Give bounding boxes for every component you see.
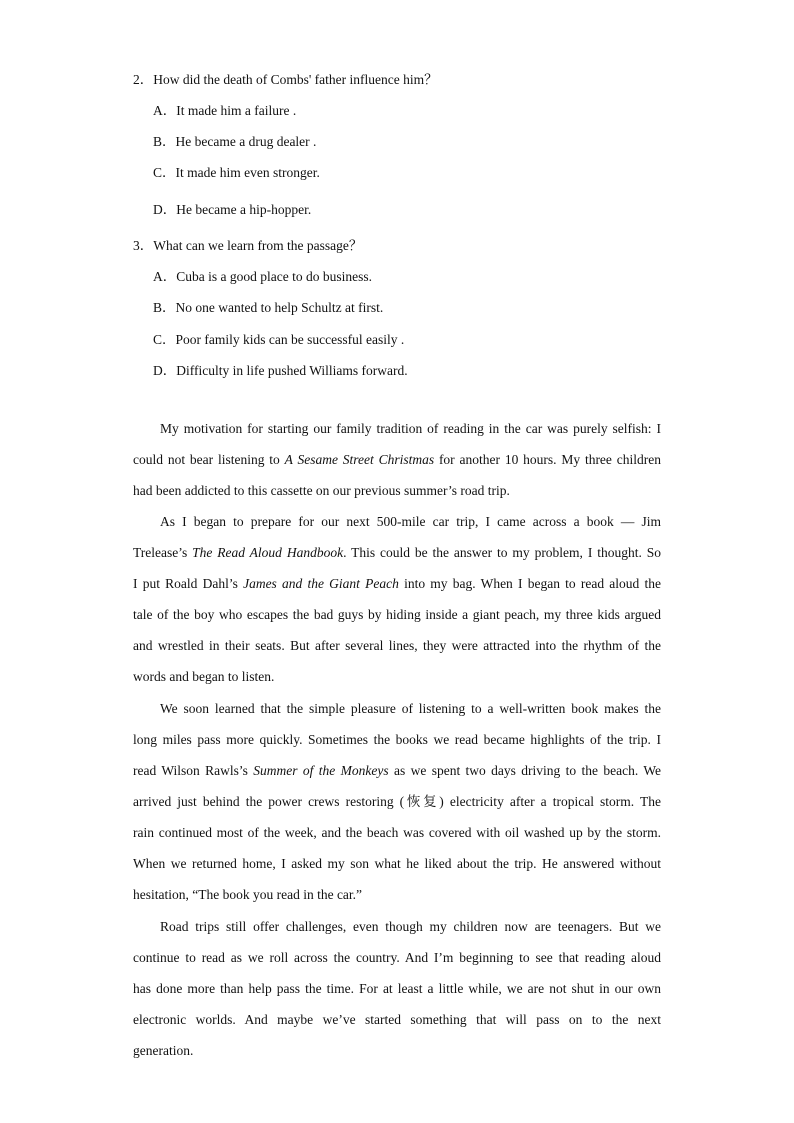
- p4-line-4: electronic worlds. And maybe we’ve started something that will pass on to the next: [133, 1012, 661, 1027]
- p4-line-1: Road trips still offer challenges, even though my children now are teenagers. But we: [160, 919, 661, 934]
- question-2-option-c: C．It made him even stronger.: [153, 165, 320, 180]
- book-title-sesame: A Sesame Street Christmas: [284, 452, 435, 467]
- passage-paragraph-2: [133, 506, 661, 692]
- question-2-option-d: D．He became a hip-hopper.: [153, 202, 312, 217]
- p2-line-1: As I began to prepare for our next 500-mile car trip, I came across a book — Jim: [160, 514, 661, 529]
- p1-line-2: could not bear listening to A Sesame Street Christmas for another 10 hours. My three children: [133, 452, 661, 467]
- p2-line-2: Trelease’s The Read Aloud Handbook. This could be the answer to my problem, I thought. So: [133, 545, 661, 560]
- p3-line-5: rain continued most of the week, and the beach was covered with oil washed up by the storm.: [133, 825, 661, 840]
- passage-paragraph-4: [133, 911, 661, 1066]
- question-3-option-b: B．No one wanted to help Schultz at first.: [153, 300, 384, 315]
- p2-line-3: I put Roald Dahl’s James and the Giant Peach into my bag. When I began to read aloud the: [133, 576, 661, 591]
- book-title-giant-peach: James and the Giant Peach: [243, 576, 399, 591]
- question-2-stem: 2．How did the death of Combs' father influence him？: [133, 72, 438, 87]
- question-2-option-b: B．He became a drug dealer .: [153, 134, 317, 149]
- book-title-monkeys: Summer of the Monkeys: [253, 763, 389, 778]
- question-2-option-a: A．It made him a failure .: [153, 103, 297, 118]
- p3-line-3: read Wilson Rawls’s Summer of the Monkeys as we spent two days driving to the beach. We: [133, 763, 661, 778]
- question-3-stem: 3．What can we learn from the passage？: [133, 238, 363, 253]
- p2-line-6: words and began to listen.: [133, 669, 275, 684]
- question-3-option-d: D．Difficulty in life pushed Williams forward.: [153, 363, 408, 378]
- passage-paragraph-3: [133, 693, 661, 910]
- p3-line-6: When we returned home, I asked my son what he liked about the trip. He answered without: [133, 856, 661, 871]
- book-title-read-aloud: The Read Aloud Handbook: [192, 545, 344, 560]
- p4-line-2: continue to read as we roll across the country. And I’m beginning to see that reading aloud: [133, 950, 661, 965]
- p3-line-7: hesitation, “The book you read in the car.”: [133, 887, 363, 902]
- p1-line-1: My motivation for starting our family tradition of reading in the car was purely selfish: I: [160, 421, 661, 436]
- question-3-option-c: C．Poor family kids can be successful easily .: [153, 332, 405, 347]
- p3-line-4: arrived just behind the power crews restoring (恢复) electricity after a tropical storm. The: [133, 794, 661, 809]
- p3-line-2: long miles pass more quickly. Sometimes the books we read became highlights of the trip. I: [133, 732, 661, 747]
- p1-line-3: had been addicted to this cassette on our previous summer’s road trip.: [133, 483, 510, 498]
- p3-line-1: We soon learned that the simple pleasure of listening to a well-written book makes the: [160, 701, 661, 716]
- passage-paragraph-1: [133, 413, 661, 506]
- question-3-option-a: A．Cuba is a good place to do business.: [153, 269, 372, 284]
- p4-line-5: generation.: [133, 1043, 194, 1058]
- p2-line-4: tale of the boy who escapes the bad guys by hiding inside a giant peach, my three kids argued: [133, 607, 661, 622]
- p2-line-5: and wrestled in their seats. But after several lines, they were attracted into the rhythm of the: [133, 638, 661, 653]
- p4-line-3: has done more than help pass the time. For at least a little while, we are not shut in our own: [133, 981, 661, 996]
